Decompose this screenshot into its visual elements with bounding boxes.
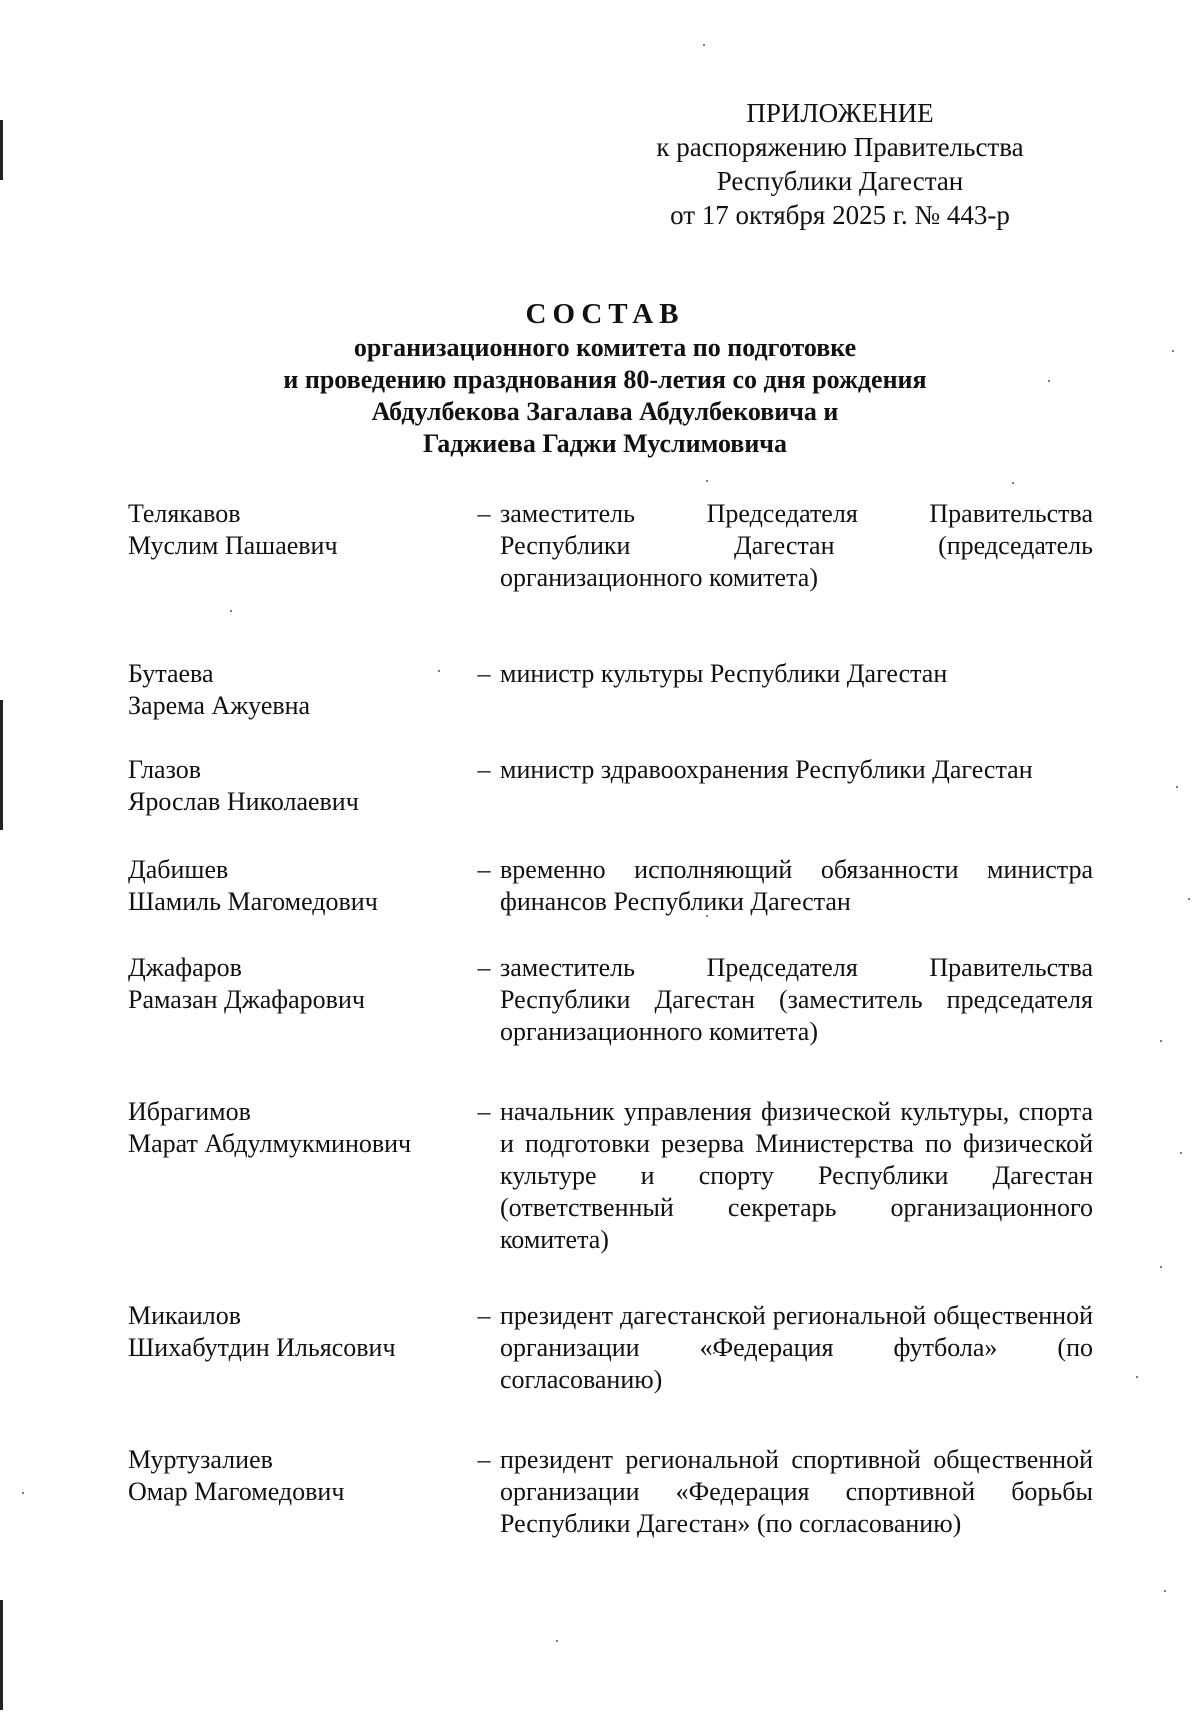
scan-speck <box>1160 1040 1162 1042</box>
member-surname: Муртузалиев <box>128 1445 273 1474</box>
member-surname: Микаилов <box>128 1301 241 1330</box>
scan-speck <box>1136 1376 1138 1378</box>
member-given-name: Муслим Пашаевич <box>128 531 338 560</box>
scan-speck <box>1012 482 1014 484</box>
scan-speck <box>703 44 705 46</box>
member-entry <box>128 952 1093 1048</box>
member-role: президент региональной спортивной общественной организации «Федерация спортивной борьбы Республики Дагестан» (по согласованию) <box>500 1445 1093 1538</box>
scan-speck <box>706 480 708 482</box>
scan-edge-mark <box>0 1600 3 1710</box>
scan-speck <box>1180 1152 1182 1154</box>
member-entry <box>128 1444 1093 1540</box>
member-dash: – <box>477 1097 491 1126</box>
member-name <box>128 1096 468 1256</box>
member-entry <box>128 854 1093 918</box>
title-subline-2: и проведению празднования 80-летия со дня рождения <box>283 365 927 394</box>
member-surname: Глазов <box>128 755 201 784</box>
member-name <box>128 498 468 594</box>
member-name <box>128 1444 468 1540</box>
scan-speck <box>1160 1266 1162 1268</box>
member-name <box>128 754 468 818</box>
member-name <box>128 1300 468 1396</box>
member-given-name: Зарема Ажуевна <box>128 691 311 720</box>
appendix-header <box>600 96 1080 232</box>
member-surname: Джафаров <box>128 953 242 982</box>
title-subline-1: организационного комитета по подготовке <box>353 333 857 362</box>
member-role: министр здравоохранения Республики Дагестан <box>500 755 1033 784</box>
member-entry <box>128 1300 1093 1396</box>
scan-edge-mark <box>0 700 3 830</box>
member-given-name: Омар Магомедович <box>128 1477 345 1506</box>
member-entry <box>128 754 1093 818</box>
member-dash: – <box>477 659 491 688</box>
scan-speck <box>556 1640 558 1642</box>
member-dash: – <box>477 1301 491 1330</box>
member-given-name: Марат Абдулмукминович <box>128 1129 412 1158</box>
member-name <box>128 658 468 722</box>
member-role: министр культуры Республики Дагестан <box>500 659 948 688</box>
title-subline-4: Гаджиева Гаджи Муслимовича <box>423 429 787 458</box>
scan-speck <box>1164 1590 1166 1592</box>
member-surname: Дабишев <box>128 855 229 884</box>
member-given-name: Рамазан Джафарович <box>128 985 365 1014</box>
appendix-date-number: от 17 октября 2025 г. № 443-р <box>670 200 1010 230</box>
member-entry <box>128 658 1093 722</box>
member-given-name: Ярослав Николаевич <box>128 787 359 816</box>
member-given-name: Шихабутдин Ильясович <box>128 1333 396 1362</box>
member-dash: – <box>477 1445 491 1474</box>
appendix-republic-line: Республики Дагестан <box>716 166 964 196</box>
member-dash: – <box>477 855 491 884</box>
member-surname: Бутаева <box>128 659 214 688</box>
member-name <box>128 854 468 918</box>
member-entry <box>128 498 1093 594</box>
document-title: СОСТАВ <box>525 298 685 330</box>
appendix-title: ПРИЛОЖЕНИЕ <box>746 98 934 128</box>
member-entry <box>128 1096 1093 1256</box>
scan-speck <box>1188 898 1190 900</box>
member-dash: – <box>477 953 491 982</box>
member-role: начальник управления физической культуры, спорта и подготовки резерва Министерства по физической культуре и спорту Республики Дагестан (ответственный секретарь организационного комитета) <box>500 1097 1093 1254</box>
member-surname: Телякавов <box>128 499 241 528</box>
member-role: заместитель Председателя Правительства Республики Дагестан (председатель организационного комитета) <box>500 499 1093 592</box>
member-role: президент дагестанской региональной общественной организации «Федерация футбола» (по согласованию) <box>500 1301 1093 1394</box>
scan-speck <box>1176 786 1178 788</box>
scan-speck <box>22 1492 24 1494</box>
member-role: заместитель Председателя Правительства Республики Дагестан (заместитель председателя организационного комитета) <box>500 953 1093 1046</box>
member-surname: Ибрагимов <box>128 1097 251 1126</box>
member-name <box>128 952 468 1048</box>
document-title-block <box>150 296 1060 460</box>
member-given-name: Шамиль Магомедович <box>128 887 378 916</box>
scan-edge-mark <box>0 120 3 180</box>
committee-members-list <box>128 498 1093 1540</box>
scan-speck <box>1172 350 1174 352</box>
appendix-decree-line: к распоряжению Правительства <box>656 132 1024 162</box>
title-subline-3: Абдулбекова Загалава Абдулбековича и <box>371 397 839 426</box>
member-dash: – <box>477 755 491 784</box>
member-role: временно исполняющий обязанности министра финансов Республики Дагестан <box>500 855 1093 916</box>
member-dash: – <box>477 499 491 528</box>
